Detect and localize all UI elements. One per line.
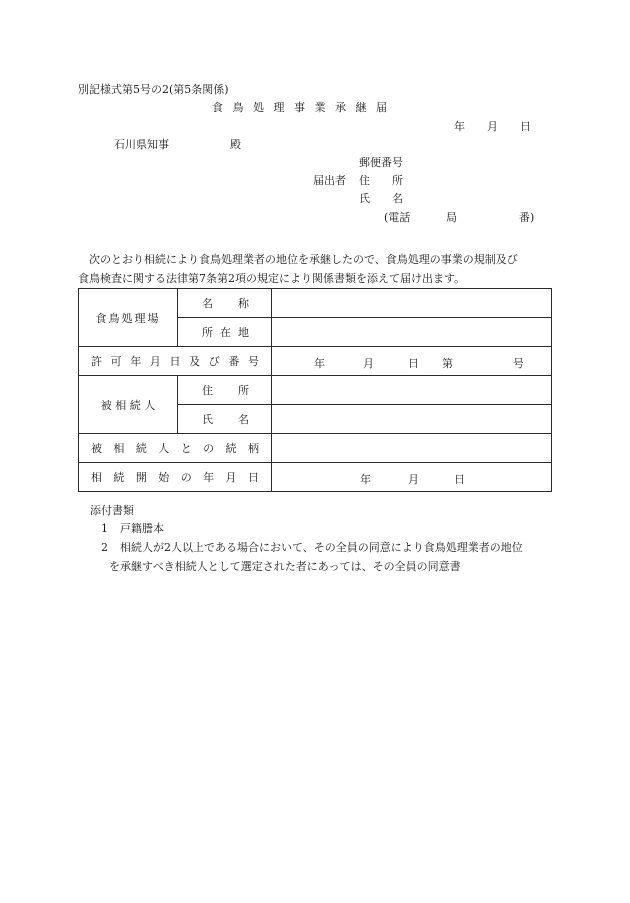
name-label: 氏 名 bbox=[359, 192, 403, 205]
table-row bbox=[79, 434, 552, 463]
phone-open: (電話 bbox=[384, 211, 411, 224]
succession-form-table bbox=[78, 288, 552, 492]
decedent-label: 被 相 続 人 bbox=[79, 376, 178, 434]
facility-name-field[interactable] bbox=[272, 289, 552, 318]
attachment-2-num: 2 bbox=[101, 541, 108, 554]
attachment-1-num: 1 bbox=[101, 522, 108, 535]
date-month: 月 bbox=[487, 120, 498, 133]
notification-line-2: 食鳥検査に関する法律第7条第2項の規定により関係書類を添えて届け出ます。 bbox=[78, 272, 466, 285]
document-title: 食 鳥 処 理 事 業 承 継 届 bbox=[212, 101, 390, 114]
attachments-heading: 添付書類 bbox=[90, 504, 134, 517]
table-row bbox=[79, 347, 552, 376]
attachment-1-text: 戸籍謄本 bbox=[120, 522, 164, 535]
permit-year: 年 bbox=[314, 357, 325, 370]
attachment-2-continuation: を承継すべき相続人として選定された者にあっては、その全員の同意書 bbox=[109, 560, 461, 573]
form-reference: 別記様式第5号の2(第5条関係) bbox=[78, 83, 229, 96]
facility-location-field[interactable] bbox=[272, 318, 552, 347]
notification-line-1: 次のとおり相続により食鳥処理業者の地位を承継したので、食鳥処理の事業の規制及び bbox=[89, 253, 518, 266]
submitter-label: 届出者 bbox=[313, 174, 346, 187]
attachment-2-text: 相続人が2人以上である場合において、その全員の同意により食鳥処理業者の地位 bbox=[120, 541, 523, 554]
decedent-address-label: 住 所 bbox=[178, 376, 272, 405]
table-row bbox=[79, 463, 552, 492]
start-year: 年 bbox=[360, 473, 371, 486]
date-day: 日 bbox=[520, 120, 531, 133]
addressee-honorific: 殿 bbox=[230, 138, 241, 151]
decedent-name-field[interactable] bbox=[272, 405, 552, 434]
start-date-label: 相 続 開 始 の 年 月 日 bbox=[79, 463, 272, 492]
postal-code-label: 郵便番号 bbox=[359, 156, 403, 169]
permit-number: 号 bbox=[513, 357, 524, 370]
relation-label: 被 相 続 人 と の 続 柄 bbox=[79, 434, 272, 463]
notification-text bbox=[78, 250, 558, 288]
decedent-name-label: 氏 名 bbox=[178, 405, 272, 434]
permit-dai: 第 bbox=[442, 357, 453, 370]
permit-label: 許 可 年 月 日 及 び 番 号 bbox=[79, 347, 272, 376]
table-row bbox=[79, 289, 552, 318]
phone-close: 番) bbox=[519, 211, 535, 224]
permit-month: 月 bbox=[363, 357, 374, 370]
address-label: 住 所 bbox=[359, 174, 403, 187]
permit-value-field[interactable] bbox=[272, 347, 552, 376]
facility-label: 食鳥処理場 bbox=[79, 289, 178, 347]
decedent-address-field[interactable] bbox=[272, 376, 552, 405]
start-date-field[interactable] bbox=[272, 463, 552, 492]
facility-name-label: 名 称 bbox=[178, 289, 272, 318]
facility-location-label: 所 在 地 bbox=[178, 318, 272, 347]
permit-day: 日 bbox=[408, 357, 419, 370]
relation-field[interactable] bbox=[272, 434, 552, 463]
phone-bureau: 局 bbox=[446, 211, 457, 224]
start-month: 月 bbox=[408, 473, 419, 486]
start-day: 日 bbox=[454, 473, 465, 486]
addressee-name: 石川県知事 bbox=[114, 138, 169, 151]
date-year: 年 bbox=[454, 120, 465, 133]
table-row bbox=[79, 376, 552, 405]
